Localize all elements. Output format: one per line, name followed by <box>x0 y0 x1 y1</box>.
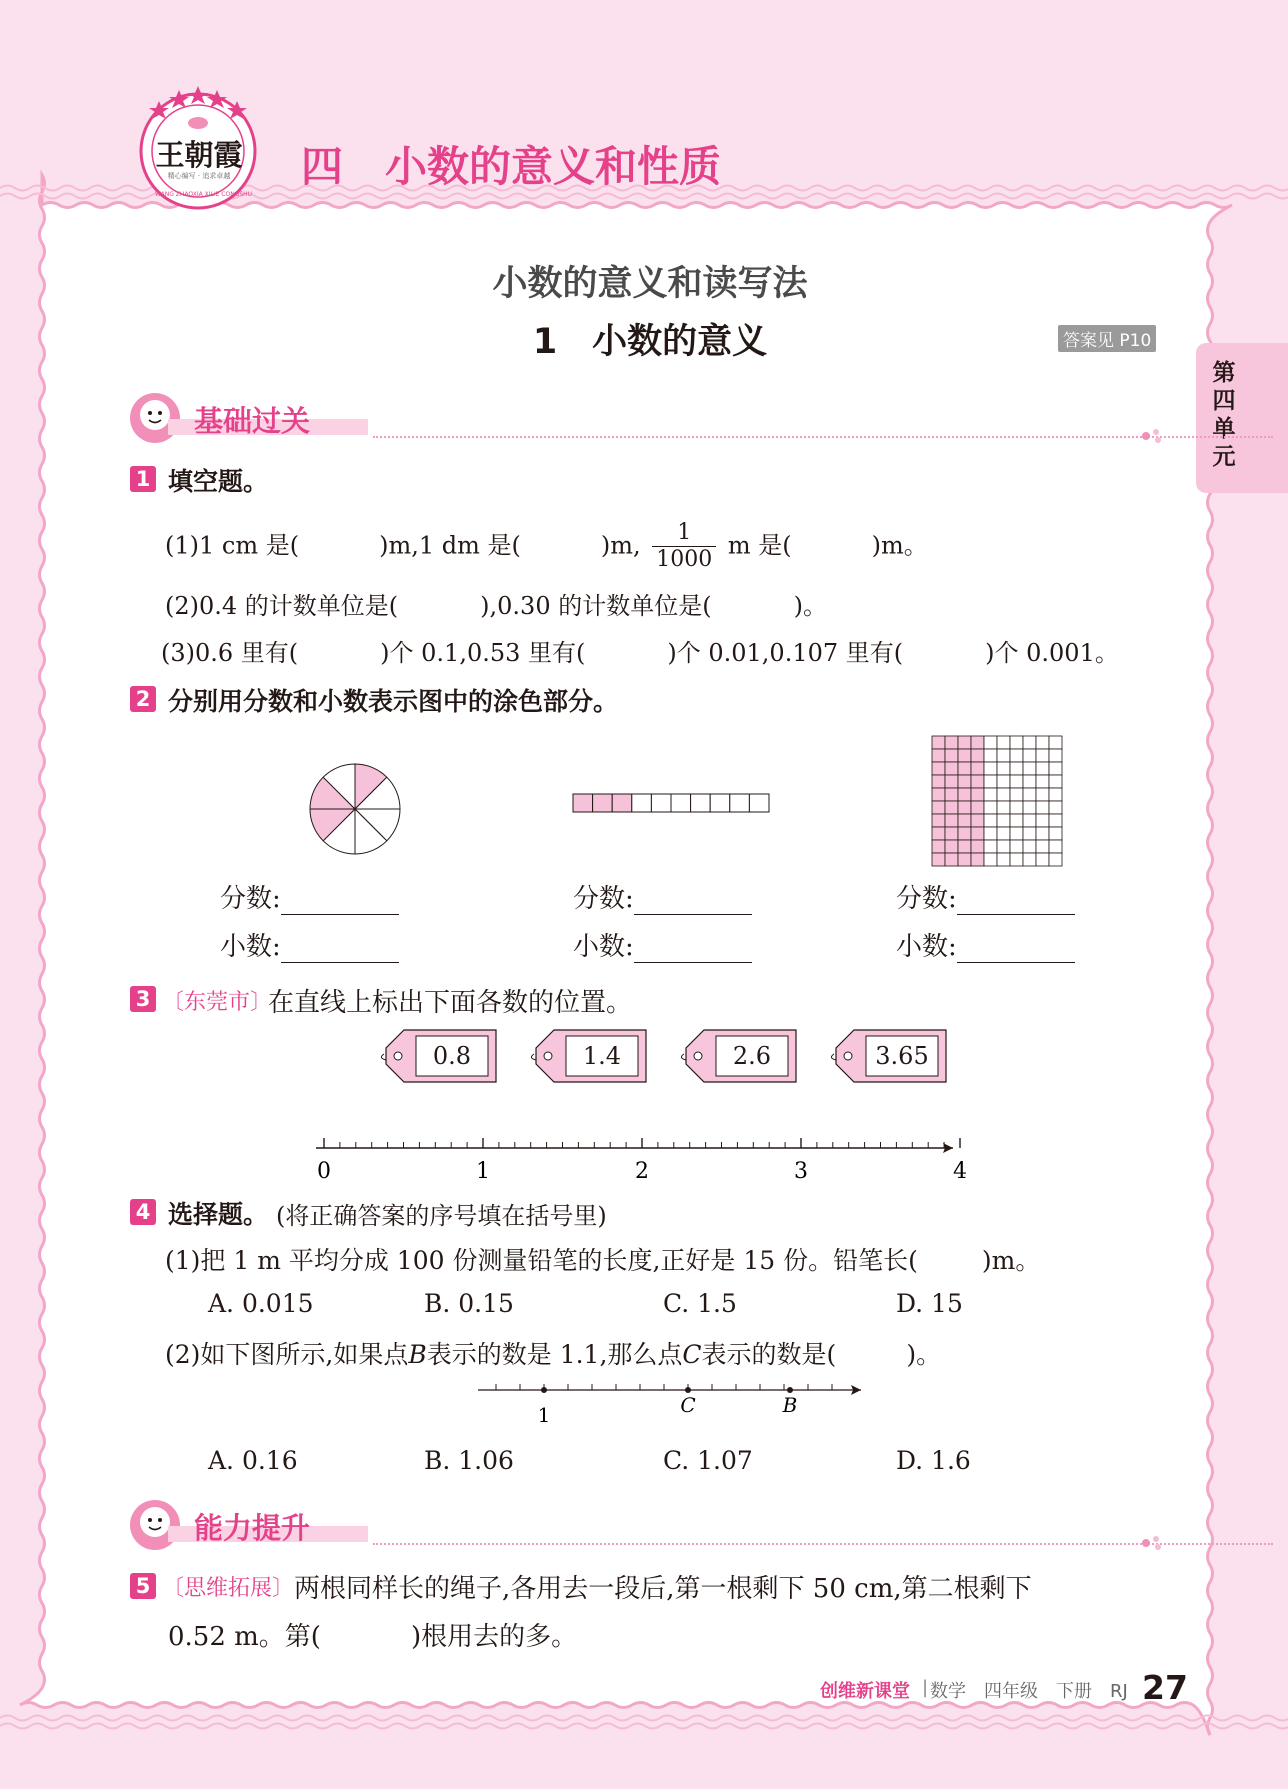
grid-cell <box>1036 814 1049 827</box>
grid-cell <box>932 827 945 840</box>
grid-cell <box>958 762 971 775</box>
grid-cell <box>1049 736 1062 749</box>
grid-cell <box>945 840 958 853</box>
grid-cell <box>1049 775 1062 788</box>
question-2-title: 分别用分数和小数表示图中的涂色部分。 <box>168 687 619 716</box>
strip-cell <box>651 794 671 812</box>
q1-part-1: (1)1 cm 是( )m,1 dm 是( )m, $\frac{1}{1000}$ m 是( )m。 <box>165 520 928 572</box>
grid-cell <box>1049 827 1062 840</box>
axis-label: 1 <box>476 1159 490 1184</box>
grid-cell <box>971 801 984 814</box>
grid-cell <box>945 775 958 788</box>
grid-cell <box>997 775 1010 788</box>
grid-cell <box>984 775 997 788</box>
grid-cell <box>997 853 1010 866</box>
grid-cell <box>1010 736 1023 749</box>
question-4 <box>128 1195 1178 1485</box>
grid-cell <box>971 840 984 853</box>
grid-cell <box>997 801 1010 814</box>
strip-cell <box>593 794 613 812</box>
strip-cell <box>671 794 691 812</box>
grid-cell <box>932 853 945 866</box>
grid-cell <box>945 762 958 775</box>
grid-cell <box>984 853 997 866</box>
number-tag <box>832 1028 950 1084</box>
grid-cell <box>932 775 945 788</box>
student-avatar-icon <box>128 1498 188 1552</box>
footer-brand: 创维新课堂 <box>820 1681 910 1702</box>
grid-cell <box>932 801 945 814</box>
question-1-number: 1 <box>130 466 156 492</box>
grid-cell <box>984 762 997 775</box>
question-3-number: 3 <box>130 986 156 1012</box>
question-4-title: 选择题。 <box>168 1200 269 1229</box>
grid-cell <box>1023 814 1036 827</box>
option-c: C. 1.07 <box>663 1446 753 1475</box>
grid-answer-fraction: 分数: <box>896 878 1075 915</box>
strip-cell <box>573 794 593 812</box>
axis-label: C <box>680 1393 696 1417</box>
grid-cell <box>997 827 1010 840</box>
grid-cell <box>1049 749 1062 762</box>
unit-side-tab <box>1196 343 1288 493</box>
grid-cell <box>1036 775 1049 788</box>
grid-cell <box>932 814 945 827</box>
option-c: C. 1.5 <box>663 1289 737 1318</box>
grid-cell <box>971 762 984 775</box>
grid-cell <box>958 827 971 840</box>
logo-ring-text: WANG ZHAOXIA XILIE CONGSHU <box>155 191 253 198</box>
number-tag <box>532 1028 650 1084</box>
grid-cell <box>1023 801 1036 814</box>
logo-name: 王朝霞 <box>155 138 243 172</box>
option-a: A. 0.015 <box>208 1289 314 1318</box>
page-number: 27 <box>1142 1668 1188 1707</box>
strip-cell <box>632 794 652 812</box>
fraction-one-thousandth: $\frac{1}{1000}$ <box>652 520 716 573</box>
grid-cell <box>958 736 971 749</box>
grid-cell <box>958 814 971 827</box>
grid-cell <box>971 749 984 762</box>
grid-cell <box>1049 840 1062 853</box>
side-tab-char-3: 元 <box>1212 444 1236 470</box>
strip-answer-fraction: 分数: <box>573 878 752 915</box>
question-5-text-line-2: 0.52 m。第( )根用去的多。 <box>168 1622 578 1652</box>
grid-cell <box>1049 853 1062 866</box>
grid-cell <box>958 840 971 853</box>
section-title: 小数的意义和读写法 <box>492 264 808 304</box>
side-tab-char-2: 单 <box>1212 416 1236 442</box>
decor-dots-icon <box>1138 424 1172 444</box>
basic-section-title: 基础过关 <box>194 404 311 438</box>
axis-label: 0 <box>317 1159 331 1184</box>
footer-info: 数学 四年级 下册 RJ <box>930 1681 1128 1702</box>
circle-answer-fraction: 分数: <box>220 878 399 915</box>
grid-cell <box>997 749 1010 762</box>
question-3 <box>128 982 1178 1182</box>
grid-cell <box>1023 736 1036 749</box>
grid-cell <box>1036 788 1049 801</box>
grid-cell <box>1036 840 1049 853</box>
circle-answer-decimal: 小数: <box>220 926 399 963</box>
publisher-logo <box>135 85 261 211</box>
grid-cell <box>1023 827 1036 840</box>
number-line-q3 <box>308 1134 967 1184</box>
number-tag <box>682 1028 800 1084</box>
grid-cell <box>984 788 997 801</box>
option-a: A. 0.16 <box>208 1446 298 1475</box>
axis-label: 1 <box>537 1403 551 1427</box>
axis-label: 3 <box>794 1159 808 1184</box>
q1-part-2: (2)0.4 的计数单位是( ),0.30 的计数单位是( )。 <box>165 592 827 620</box>
number-tag-value: 0.8 <box>432 1042 472 1070</box>
q4-part-1: (1)把 1 m 平均分成 100 份测量铅笔的长度,正好是 15 份。铅笔长( )m。 <box>165 1246 1041 1275</box>
strip-fraction-figure <box>571 792 771 814</box>
grid-cell <box>1023 762 1036 775</box>
grid-cell <box>971 827 984 840</box>
ability-section-header <box>128 1500 1168 1550</box>
number-tag-value: 1.4 <box>582 1042 622 1070</box>
grid-cell <box>997 840 1010 853</box>
question-5-number: 5 <box>130 1573 156 1599</box>
answer-reference: 答案见 P10 <box>1058 325 1156 352</box>
grid-cell <box>1023 775 1036 788</box>
option-b: B. 1.06 <box>424 1446 514 1475</box>
grid-cell <box>971 736 984 749</box>
ability-section-title: 能力提升 <box>194 1511 311 1545</box>
grid-answer-decimal: 小数: <box>896 926 1075 963</box>
number-line-q4 <box>476 1380 866 1430</box>
question-1 <box>128 462 1178 672</box>
side-tab-char-1: 四 <box>1212 388 1236 414</box>
question-3-title: 在直线上标出下面各数的位置。 <box>268 988 633 1018</box>
grid-cell <box>1010 788 1023 801</box>
grid-cell <box>997 788 1010 801</box>
grid-cell <box>1036 749 1049 762</box>
grid-cell <box>1023 840 1036 853</box>
student-avatar-icon <box>128 391 188 445</box>
axis-label: 4 <box>953 1159 967 1184</box>
grid-cell <box>1010 840 1023 853</box>
strip-cell <box>612 794 632 812</box>
grid-cell <box>984 749 997 762</box>
strip-answer-decimal: 小数: <box>573 926 752 963</box>
axis-point <box>541 1387 547 1393</box>
grid-cell <box>958 801 971 814</box>
grid-cell <box>984 827 997 840</box>
grid-cell <box>958 749 971 762</box>
grid-cell <box>971 814 984 827</box>
axis-label: B <box>782 1393 798 1417</box>
grid-cell <box>945 736 958 749</box>
grid-cell <box>945 788 958 801</box>
question-3-source-tag: 〔东莞市〕 <box>162 990 273 1015</box>
grid-cell <box>1010 775 1023 788</box>
lesson-title: 1 小数的意义 <box>532 322 768 362</box>
grid-cell <box>932 736 945 749</box>
grid-cell <box>945 827 958 840</box>
grid-cell <box>1036 827 1049 840</box>
option-b: B. 0.15 <box>424 1289 514 1318</box>
grid-cell <box>984 801 997 814</box>
side-tab-char-0: 第 <box>1212 360 1236 386</box>
question-5 <box>128 1568 1188 1668</box>
number-tag-value: 3.65 <box>875 1042 929 1070</box>
grid-cell <box>1010 853 1023 866</box>
grid-cell <box>1049 762 1062 775</box>
grid-cell <box>1023 788 1036 801</box>
strip-cell <box>691 794 711 812</box>
strip-cell <box>749 794 769 812</box>
grid-cell <box>1036 762 1049 775</box>
grid-cell <box>971 775 984 788</box>
grid-cell <box>997 814 1010 827</box>
grid-cell <box>958 775 971 788</box>
grid-cell <box>1010 814 1023 827</box>
grid-cell <box>997 762 1010 775</box>
axis-label: 2 <box>635 1159 649 1184</box>
grid-cell <box>1023 853 1036 866</box>
grid-cell <box>1036 801 1049 814</box>
question-4-note: (将正确答案的序号填在括号里) <box>276 1202 607 1230</box>
grid-cell <box>1010 801 1023 814</box>
q4-part-2: (2)如下图所示,如果点B表示的数是 1.1,那么点C表示的数是( )。 <box>165 1340 942 1369</box>
grid-cell <box>1049 814 1062 827</box>
number-tag <box>382 1028 500 1084</box>
footer: 创维新课堂 | 数学 四年级 下册 RJ 27 <box>820 1668 1188 1707</box>
grid-cell <box>932 749 945 762</box>
grid-fraction-figure <box>930 734 1064 868</box>
strip-cell <box>710 794 730 812</box>
grid-cell <box>1049 801 1062 814</box>
grid-cell <box>997 736 1010 749</box>
option-d: D. 1.6 <box>896 1446 971 1475</box>
grid-cell <box>1036 736 1049 749</box>
question-2-number: 2 <box>130 686 156 712</box>
grid-cell <box>932 762 945 775</box>
circle-fraction-figure <box>305 759 405 859</box>
number-tag-value: 2.6 <box>732 1042 772 1070</box>
grid-cell <box>971 853 984 866</box>
grid-cell <box>945 801 958 814</box>
grid-cell <box>945 814 958 827</box>
grid-cell <box>984 814 997 827</box>
question-5-text-line-1: 两根同样长的绳子,各用去一段后,第一根剩下 50 cm,第二根剩下 <box>294 1574 1032 1604</box>
strip-cell <box>730 794 750 812</box>
grid-cell <box>1049 788 1062 801</box>
logo-subtitle: 精心编写 · 追求卓越 <box>167 172 231 180</box>
unit-title: 四 小数的意义和性质 <box>301 142 722 191</box>
question-4-number: 4 <box>130 1199 156 1225</box>
grid-cell <box>984 736 997 749</box>
option-d: D. 15 <box>896 1289 963 1318</box>
grid-cell <box>1023 749 1036 762</box>
basic-section-header <box>128 393 1168 443</box>
grid-cell <box>1036 853 1049 866</box>
grid-cell <box>971 788 984 801</box>
grid-cell <box>984 840 997 853</box>
grid-cell <box>958 853 971 866</box>
grid-cell <box>932 788 945 801</box>
grid-cell <box>958 788 971 801</box>
grid-cell <box>1010 749 1023 762</box>
question-2 <box>128 682 1178 972</box>
grid-cell <box>945 853 958 866</box>
question-5-source-tag: 〔思维拓展〕 <box>162 1576 295 1601</box>
grid-cell <box>1010 762 1023 775</box>
decor-dots-icon <box>1138 1531 1172 1551</box>
grid-cell <box>945 749 958 762</box>
q1-part-3: (3)0.6 里有( )个 0.1,0.53 里有( )个 0.01,0.107 里有( )个 0.001。 <box>161 639 1119 667</box>
grid-cell <box>932 840 945 853</box>
grid-cell <box>1010 827 1023 840</box>
question-1-title: 填空题。 <box>168 467 269 496</box>
